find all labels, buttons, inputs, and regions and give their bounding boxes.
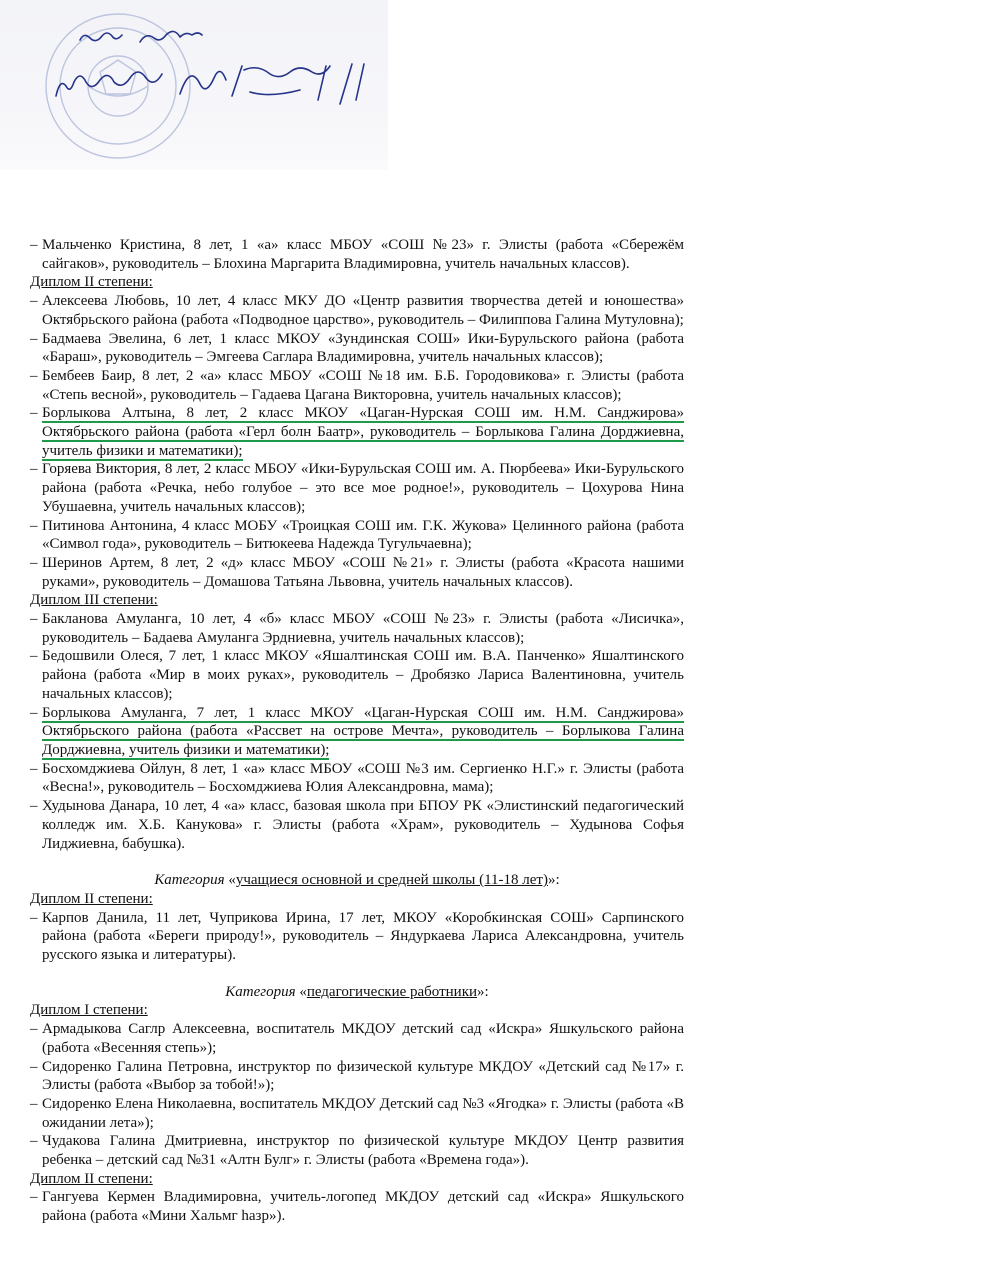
list-dash: – (30, 1058, 38, 1075)
list-item-highlighted (30, 404, 684, 460)
entry-text: Армадыкова Саглр Алексеевна, воспитатель МКДОУ детский сад «Искра» Яшкульского района (работа «Весенняя степь»); (42, 1021, 684, 1056)
category-heading (30, 871, 684, 890)
entry-text: Босхомджиева Ойлун, 8 лет, 1 «а» класс МБОУ «СОШ №3 им. Сергиенко Н.Г.» г. Элисты (работа «Весна!», руководитель – Босхомджиева Юлия Александровна, мама); (42, 760, 684, 796)
entry-text: Худынова Данара, 10 лет, 4 «а» класс, базовая школа при БПОУ РК «Элистинский педагогический колледж им. Х.Б. Канукова» г. Элисты (работа «Храм», руководитель – Худынова Софья Лиджиевна, бабушка). (42, 798, 684, 852)
entry-text: Бембеев Баир, 8 лет, 2 «а» класс МБОУ «СОШ №18 им. Б.Б. Городовикова» г. Элисты (работа «Степь весной», руководитель – Гадаева Цагана Викторовна, учитель начальных классов); (42, 367, 684, 403)
list-item (30, 517, 684, 554)
list-dash: – (30, 1095, 38, 1112)
category-prefix: Категория (225, 983, 296, 1000)
entry-text: Сидоренко Елена Николаевна, воспитатель МКДОУ Детский сад №3 «Ягодка» г. Элисты (работа «В ожидании лета»); (42, 1095, 684, 1131)
list-dash: – (30, 517, 38, 534)
category-name: учащиеся основной и средней школы (11-18 лет) (235, 872, 548, 889)
list-item (30, 1188, 684, 1225)
category-close: »: (547, 872, 560, 889)
list-item (30, 909, 684, 965)
list-dash: – (30, 554, 38, 571)
category-close: »: (477, 983, 489, 1000)
entry-text-highlighted: Борлыкова Алтына, 8 лет, 2 класс МКОУ «Цаган-Нурская СОШ им. Н.М. Санджирова» Октябрьского района (работа «Герл болн Баатр», руководитель – Борлыкова Галина Дорджиевна, учитель физики и математики); (42, 405, 684, 459)
list-dash: – (30, 237, 38, 253)
entry-text: Алексеева Любовь, 10 лет, 4 класс МКУ ДО «Центр развития творчества детей и юношества» Октябрьского района (работа «Подводное царство», руководитель – Филиппова Галина Мутуловна); (42, 293, 684, 328)
list-dash: – (30, 461, 38, 478)
list-item (30, 1020, 684, 1057)
category-open-quote: « (224, 872, 236, 889)
list-item (30, 760, 684, 797)
list-dash: – (30, 1189, 38, 1206)
stamp-signature-image (0, 0, 388, 170)
list-item (30, 1058, 684, 1095)
list-dash: – (30, 798, 38, 815)
entry-text: Карпов Данила, 11 лет, Чуприкова Ирина, 17 лет, МКОУ «Коробкинская СОШ» Сарпинского района (работа «Береги природу!», руководитель – Яндуркаева Лариса Александровна, учитель русского языка и литературы). (42, 909, 684, 964)
document-body (30, 236, 684, 1226)
list-item (30, 1132, 684, 1169)
list-item (30, 647, 684, 703)
list-dash: – (30, 1133, 38, 1150)
section-heading: Диплом II степени: (30, 274, 153, 291)
entry-text: Горяева Виктория, 8 лет, 2 класс МБОУ «Ики-Бурульская СОШ им. А. Пюрбеева» Ики-Бурульского района (работа «Речка, небо голубое – это все мое родное!», руководитель – Цохурова Нина Убушаевна, учитель начальных классов); (42, 461, 684, 515)
list-dash: – (30, 405, 38, 422)
list-dash: – (30, 367, 38, 384)
list-item (30, 330, 684, 367)
entry-text: Бакланова Амуланга, 10 лет, 4 «б» класс МБОУ «СОШ №23» г. Элисты (работа «Лисичка», руководитель – Бадаева Амуланга Эрдниевна, учитель начальных классов); (42, 611, 684, 646)
list-dash: – (30, 909, 38, 926)
list-dash: – (30, 293, 38, 310)
section-heading: Диплом II степени: (30, 890, 153, 907)
category-name: педагогические работники (306, 983, 478, 1000)
list-item (30, 292, 684, 329)
list-item (30, 1095, 684, 1132)
entry-text: Гангуева Кермен Владимировна, учитель-логопед МКДОУ детский сад «Искра» Яшкульского района (работа «Мини Хальмг һазр»). (42, 1189, 684, 1225)
list-dash: – (30, 648, 38, 665)
list-item (30, 797, 684, 853)
list-item-highlighted (30, 704, 684, 760)
entry-text: Сидоренко Галина Петровна, инструктор по физической культуре МКДОУ «Детский сад №17» г. Элисты (работа «Выбор за тобой!»); (42, 1058, 684, 1094)
section-heading: Диплом III степени: (30, 592, 158, 609)
list-dash: – (30, 704, 38, 721)
stamp-seal-graphic (0, 0, 388, 170)
list-item (30, 460, 684, 516)
list-item (30, 236, 684, 273)
list-item (30, 610, 684, 647)
list-item (30, 367, 684, 404)
list-dash: – (30, 760, 38, 777)
section-heading: Диплом I степени: (30, 1002, 148, 1019)
section-heading: Диплом II степени: (30, 1170, 153, 1187)
entry-text: Мальченко Кристина, 8 лет, 1 «а» класс МБОУ «СОШ №23» г. Элисты (работа «Сбережём сайгаков», руководитель – Блохина Маргарита Владимировна, учитель начальных классов). (42, 237, 684, 272)
category-prefix: Категория (154, 872, 225, 889)
entry-text: Бадмаева Эвелина, 6 лет, 1 класс МКОУ «Зундинская СОШ» Ики-Бурульского района (работа «Бараш», руководитель – Эмгеева Саглара Владимировна, учитель начальных классов); (42, 330, 684, 366)
list-dash: – (30, 330, 38, 347)
entry-text: Чудакова Галина Дмитриевна, инструктор по физической культуре МКДОУ Центр развития ребенка – детский сад №31 «Алтн Булг» г. Элисты (работа «Времена года»). (42, 1133, 684, 1169)
category-open-quote: « (295, 983, 307, 1000)
list-dash: – (30, 1021, 38, 1038)
entry-text: Питинова Антонина, 4 класс МОБУ «Троицкая СОШ им. Г.К. Жукова» Целинного района (работа «Символ года», руководитель – Битюкеева Надежда Тугульчаевна); (42, 517, 684, 553)
list-dash: – (30, 611, 38, 628)
list-item (30, 554, 684, 591)
entry-text-highlighted: Борлыкова Амуланга, 7 лет, 1 класс МКОУ «Цаган-Нурская СОШ им. Н.М. Санджирова» Октябрьского района (работа «Рассвет на острове Мечта», руководитель – Борлыкова Галина Дорджиевна, учитель физики и математики); (42, 704, 684, 758)
category-heading (30, 983, 684, 1002)
entry-text: Бедошвили Олеся, 7 лет, 1 класс МКОУ «Яшалтинская СОШ им. В.А. Панченко» Яшалтинского района (работа «Мир в моих руках», руководитель – Дробязко Лариса Валентиновна, учитель начальных классов); (42, 648, 684, 702)
entry-text: Шеринов Артем, 8 лет, 2 «д» класс МБОУ «СОШ №21» г. Элисты (работа «Красота нашими руками», руководитель – Домашова Татьяна Львовна, учитель начальных классов). (42, 554, 684, 590)
